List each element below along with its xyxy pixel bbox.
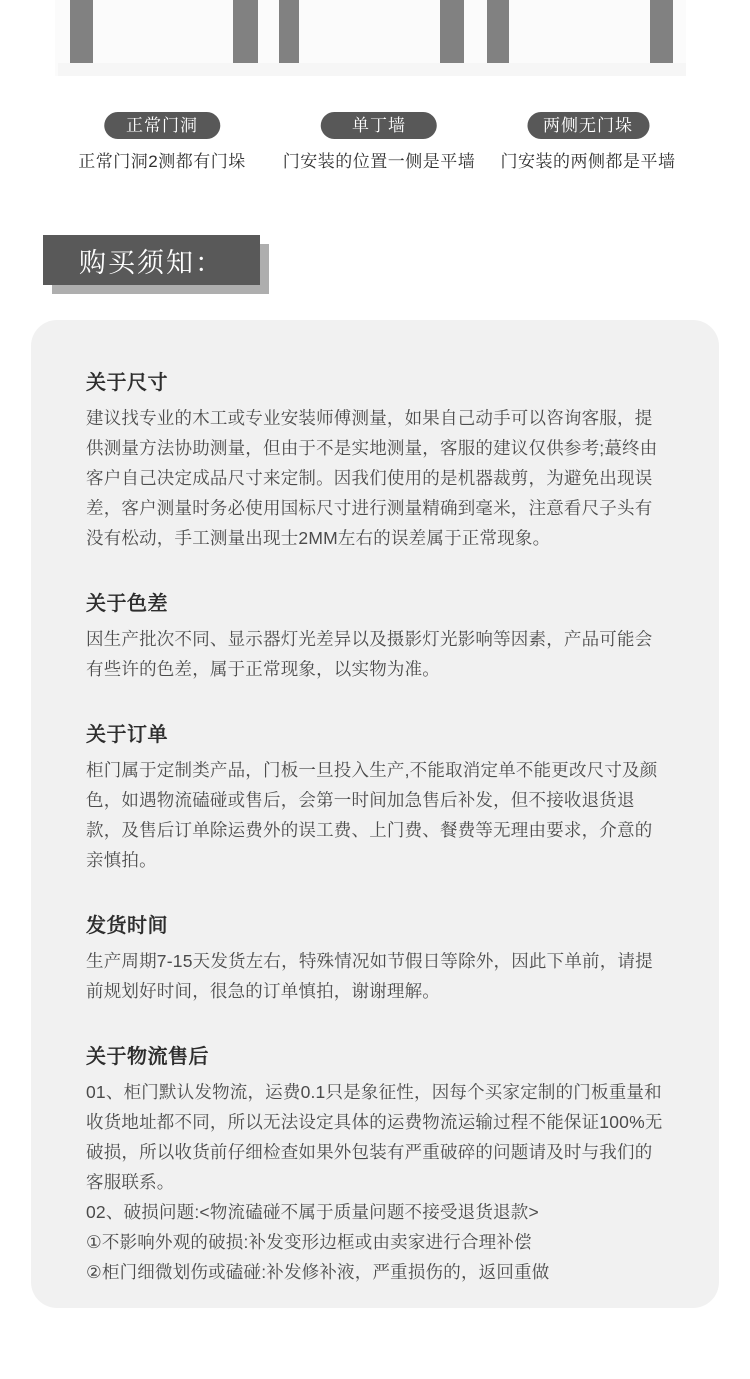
notice-section-color-difference: [86, 591, 668, 684]
notice-heading: 关于尺寸: [86, 372, 168, 394]
notice-paragraph: 02、破损问题:<物流磕碰不属于质量问题不接受退货退款>: [86, 1202, 539, 1222]
notice-heading: 发货时间: [86, 915, 168, 937]
notice-heading: 关于色差: [86, 593, 168, 615]
wall-pier-icon: [650, 0, 673, 63]
diagram-panel-no-piers: [501, 112, 676, 172]
diagram-caption: 门安装的位置一侧是平墙: [282, 152, 476, 171]
wall-pier-icon: [70, 0, 93, 63]
door-opening-diagram: [0, 0, 750, 180]
diagram-panel-single-wall: [283, 112, 476, 172]
wall-pier-icon: [440, 0, 464, 63]
notice-section-dimensions: [86, 370, 668, 553]
wall-pier-icon: [487, 0, 509, 63]
purchase-notes-banner: [43, 235, 260, 285]
notice-paragraph: ①不影响外观的破损:补发变形边框或由卖家进行合理补偿: [86, 1232, 532, 1252]
notice-paragraph: 01、柜门默认发物流，运费0.1只是象征性，因每个买家定制的门板重量和收货地址都不同，所以无法设定具体的运费物流运输过程不能保证100%无破损，所以收货前仔细检查如果外包装有严重破碎的问题请及时与我们的客服联系。: [86, 1082, 663, 1192]
floor-shadow: [58, 63, 686, 76]
diagram-label-pill: 正常门洞: [104, 112, 220, 139]
purchase-notice-card: [31, 320, 719, 1308]
diagram-label-pill: 单丁墙: [321, 112, 437, 139]
notice-paragraph: 柜门属于定制类产品，门板一旦投入生产,不能取消定单不能更改尺寸及颜色，如遇物流磕碰或售后，会第一时间加急售后补发，但不接收退货退款，及售后订单除运费外的误工费、上门费、餐费等无理由要求，介意的亲慎拍。: [86, 760, 658, 870]
diagram-panel-normal-opening: [78, 112, 245, 172]
notice-paragraph: 生产周期7-15天发货左右，特殊情况如节假日等除外，因此下单前，请提前规划好时间，很急的订单慎拍，谢谢理解。: [86, 951, 653, 1001]
notice-heading: 关于物流售后: [86, 1046, 209, 1068]
notice-section-logistics-aftersales: [86, 1044, 668, 1287]
diagram-caption: 正常门洞2测都有门垛: [78, 152, 246, 171]
wall-pier-icon: [233, 0, 258, 63]
notice-section-shipping-time: [86, 913, 668, 1006]
notice-paragraph: 建议找专业的木工或专业安装师傅测量，如果自己动手可以咨询客服，提供测量方法协助测量，但由于不是实地测量，客服的建议仅供参考;蕞终由客户自己决定成品尺寸来定制。因我们使用的是机器裁剪，为避免出现误差，客户测量时务必使用国标尺寸进行测量精确到毫米，注意看尺子头有没有松动，手工测量出现士2MM左右的误差属于正常现象。: [86, 408, 658, 548]
purchase-notes-title: 购买须知：: [79, 247, 224, 278]
notice-section-orders: [86, 722, 668, 875]
diagram-caption: 门安装的两侧都是平墙: [500, 152, 676, 171]
notice-paragraph: ②柜门细微划伤或磕碰:补发修补液，严重损伤的，返回重做: [86, 1262, 550, 1282]
diagram-label-pill: 两侧无门垛: [527, 112, 649, 139]
notice-heading: 关于订单: [86, 724, 168, 746]
notice-paragraph: 因生产批次不同、显示器灯光差异以及摄影灯光影响等因素，产品可能会有些许的色差，属于正常现象，以实物为准。: [86, 629, 653, 679]
wall-pier-icon: [279, 0, 299, 63]
